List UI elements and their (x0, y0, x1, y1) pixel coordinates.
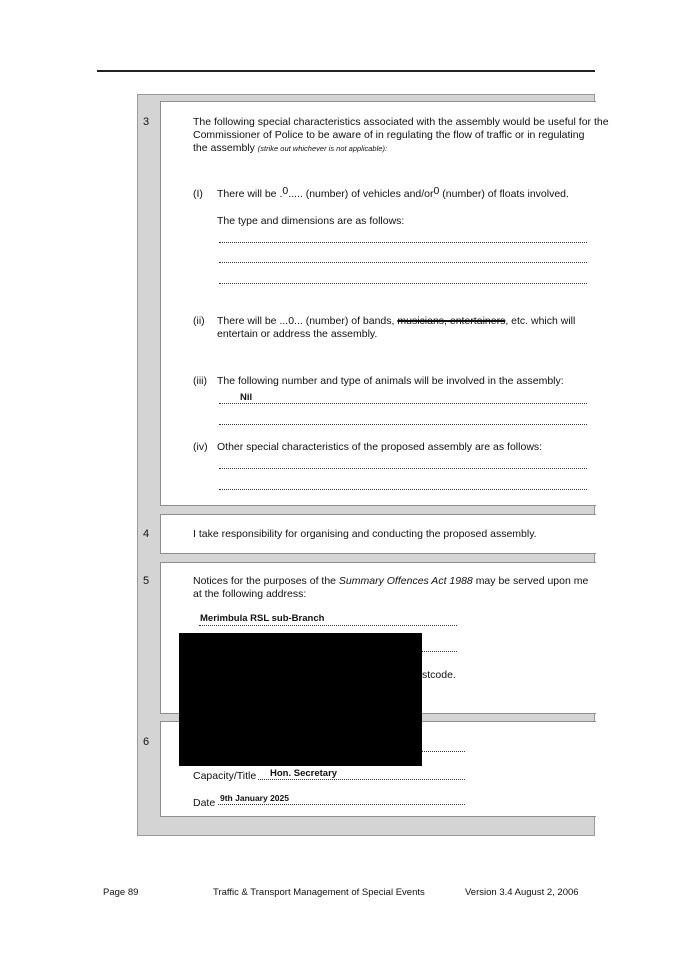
section-3-number: 3 (143, 116, 150, 128)
item-i-text-c: (number) of floats involved. (442, 188, 569, 200)
redaction-block (179, 633, 422, 766)
animals-line-1 (219, 403, 587, 404)
section-3-intro-line1: The following special characteristics associated with the assembly would be useful for the (193, 116, 609, 128)
date-line (218, 804, 465, 805)
footer-page: Page 89 (103, 887, 139, 898)
other-line-2 (219, 489, 587, 490)
section-5-number: 5 (143, 575, 150, 587)
bands-count: 0 (288, 315, 295, 327)
other-line-1 (219, 468, 587, 469)
address-value: Merimbula RSL sub-Branch (200, 613, 325, 624)
intro-line3-text: the assembly (193, 142, 255, 154)
item-i-line (217, 185, 569, 202)
floats-count: 0 (433, 185, 440, 197)
capacity-label: Capacity/Title (193, 770, 257, 782)
type-line-2 (219, 262, 587, 263)
type-line-1 (219, 242, 587, 243)
intro-note: (strike out whichever is not applicable): (257, 144, 388, 153)
animals-value: Nil (240, 392, 253, 403)
item-iv-label: (iv) (193, 441, 208, 453)
item-ii-text-b: ... (number) of bands, (294, 315, 395, 327)
item-i-type-label: The type and dimensions are as follows: (217, 215, 405, 227)
item-iii-text: The following number and type of animals will be involved in the assembly: (217, 375, 564, 387)
item-ii-label: (ii) (193, 315, 205, 327)
section-5-line1 (193, 575, 588, 589)
item-ii-text-a: There will be ... (217, 315, 289, 327)
section-4-number: 4 (143, 528, 150, 540)
item-i-text-b: ..... (number) of vehicles and/or (288, 188, 434, 200)
item-ii-line2: entertain or address the assembly. (217, 328, 378, 340)
item-iii-label: (iii) (193, 375, 207, 387)
item-iv-text: Other special characteristics of the proposed assembly are as follows: (217, 441, 543, 453)
act-name: Summary Offences Act 1988 (338, 575, 473, 587)
postcode-tail: stcode. (422, 669, 456, 681)
address-line-1 (199, 625, 457, 626)
item-ii-line1 (217, 315, 575, 329)
top-rule (97, 70, 595, 72)
struck-text: musicians, entertainers (397, 315, 506, 327)
section-6-number: 6 (143, 736, 150, 748)
date-value: 9th January 2025 (220, 793, 289, 803)
section-3-intro-line2: Commissioner of Police to be aware of in regulating the flow of traffic or in regulating (193, 129, 585, 141)
item-i-label: (I) (193, 188, 203, 200)
item-ii-text-c: , etc. which will (505, 315, 576, 327)
item-i-text-a: There will be . (217, 188, 283, 200)
date-label: Date (193, 797, 216, 809)
animals-line-2 (219, 424, 587, 425)
section-3-intro-line3 (193, 142, 387, 156)
section-5-text-b: may be served upon me (475, 575, 589, 587)
capacity-value: Hon. Secretary (270, 768, 338, 779)
vehicles-count: 0 (282, 185, 289, 197)
type-line-3 (219, 283, 587, 284)
footer-version: Version 3.4 August 2, 2006 (465, 887, 579, 898)
section-4-text: I take responsibility for organising and conducting the proposed assembly. (193, 528, 537, 540)
capacity-line (258, 779, 465, 780)
footer-title: Traffic & Transport Management of Special Events (213, 887, 425, 898)
section-5-line2: at the following address: (193, 588, 307, 600)
section-5-text-a: Notices for the purposes of the (193, 575, 336, 587)
